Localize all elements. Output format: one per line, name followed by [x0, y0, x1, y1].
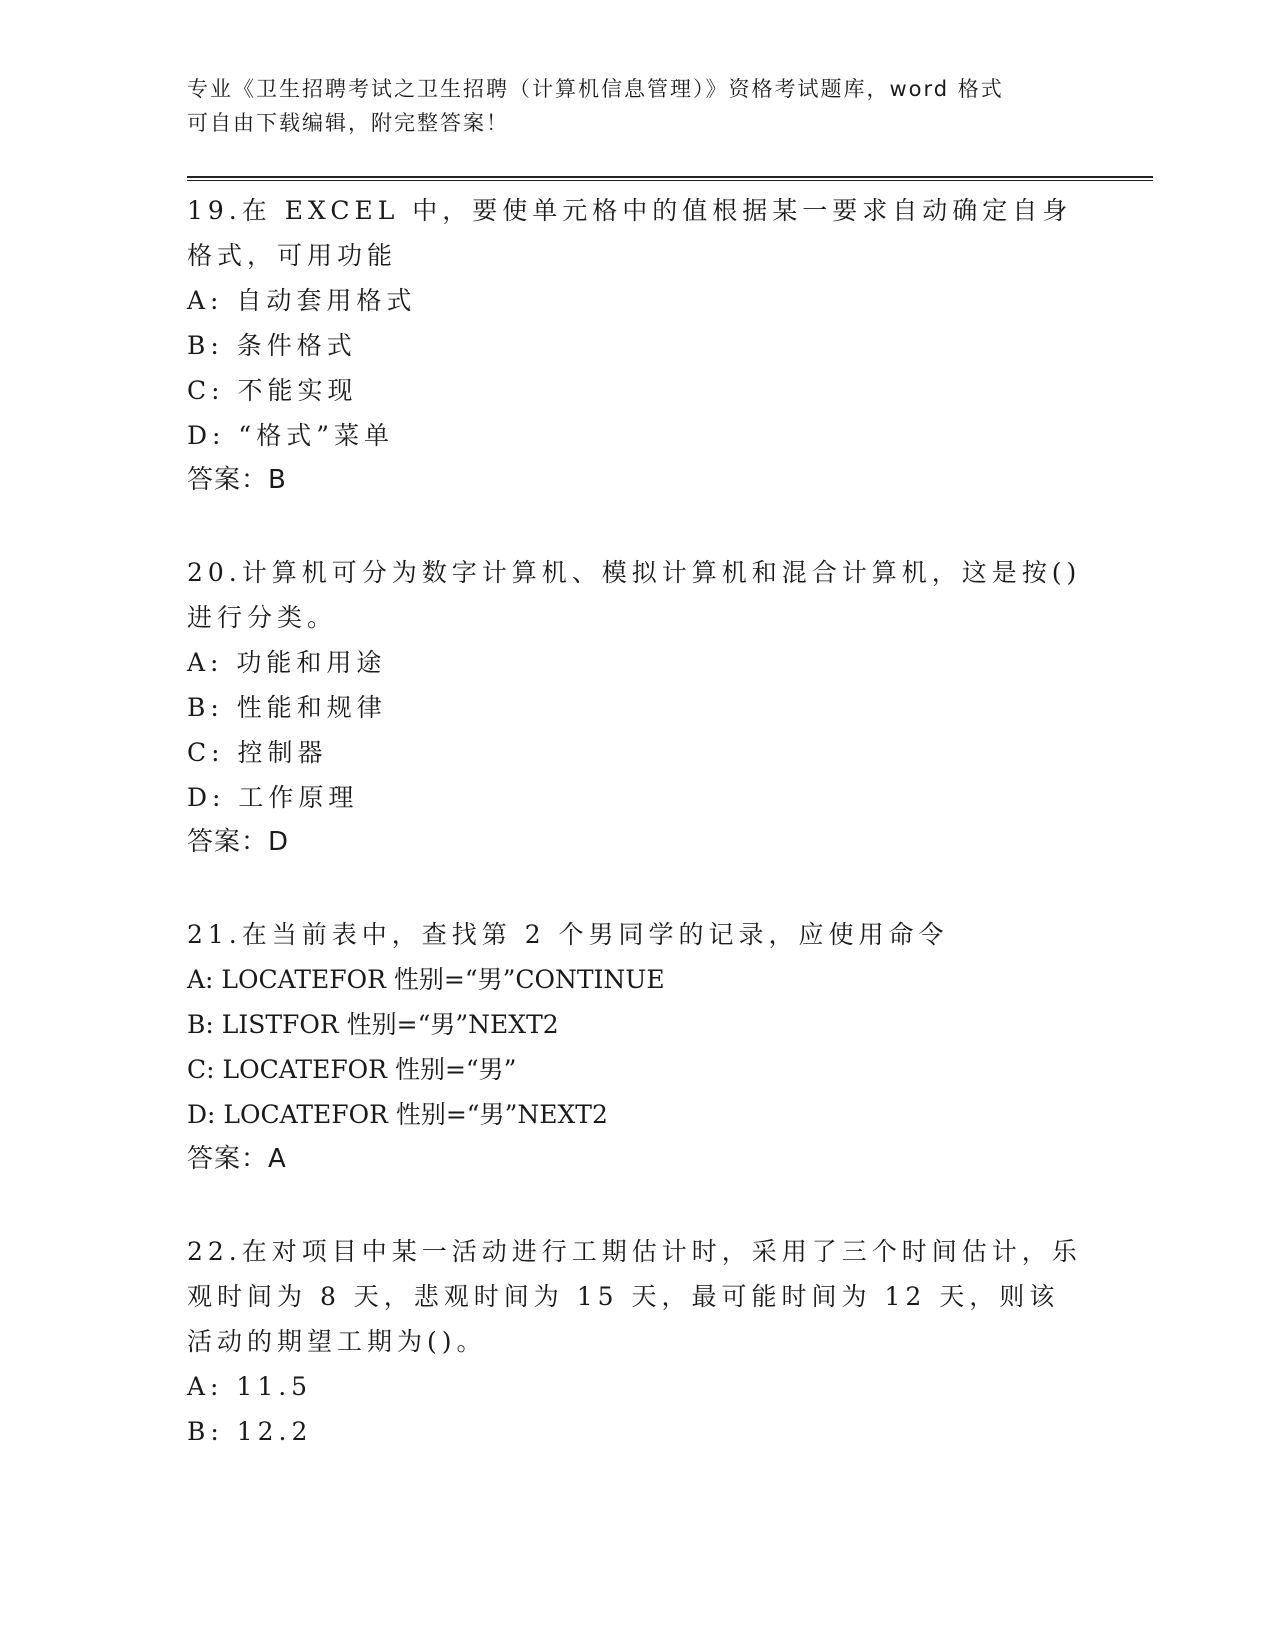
option-c: C: 不能实现: [187, 376, 358, 405]
option-d: D: LOCATEFOR 性别=“男”NEXT2: [187, 1100, 608, 1129]
document-header: [187, 72, 1087, 140]
question-stem: 22.在对项目中某一活动进行工期估计时，采用了三个时间估计，乐观时间为 8 天，悲观时间为 15 天，最可能时间为 12 天，则该活动的期望工期为()。: [187, 1237, 1082, 1356]
question-21: [187, 912, 1087, 1182]
option-a: A: 自动套用格式: [187, 286, 417, 315]
option-b: B: 条件格式: [187, 331, 357, 360]
question-list: [187, 188, 1087, 1501]
question-stem: 21.在当前表中，查找第 2 个男同学的记录，应使用命令: [187, 920, 949, 949]
answer: 答案：A: [187, 1144, 287, 1174]
option-d: D: “格式”菜单: [187, 421, 394, 450]
header-line-2: 可自由下载编辑，附完整答案！: [187, 111, 509, 135]
option-b: B: LISTFOR 性别=“男”NEXT2: [187, 1010, 559, 1039]
header-divider: [187, 176, 1153, 181]
option-b: B: 12.2: [187, 1417, 313, 1446]
option-a: A: LOCATEFOR 性别=“男”CONTINUE: [187, 965, 665, 994]
option-c: C: 控制器: [187, 738, 328, 767]
question-22: [187, 1229, 1087, 1454]
option-a: A: 11.5: [187, 1372, 313, 1401]
answer: 答案：B: [187, 465, 287, 495]
option-d: D: 工作原理: [187, 783, 359, 812]
option-a: A: 功能和用途: [187, 648, 387, 677]
header-line-1: 专业《卫生招聘考试之卫生招聘（计算机信息管理）》资格考试题库，word 格式: [187, 77, 1004, 101]
question-20: [187, 550, 1087, 865]
option-c: C: LOCATEFOR 性别=“男”: [187, 1055, 517, 1084]
question-19: [187, 188, 1087, 503]
question-stem: 20.计算机可分为数字计算机、模拟计算机和混合计算机，这是按()进行分类。: [187, 558, 1082, 632]
option-b: B: 性能和规律: [187, 693, 387, 722]
answer: 答案：D: [187, 827, 290, 857]
question-stem: 19.在 EXCEL 中，要使单元格中的值根据某一要求自动确定自身格式，可用功能: [187, 196, 1073, 270]
